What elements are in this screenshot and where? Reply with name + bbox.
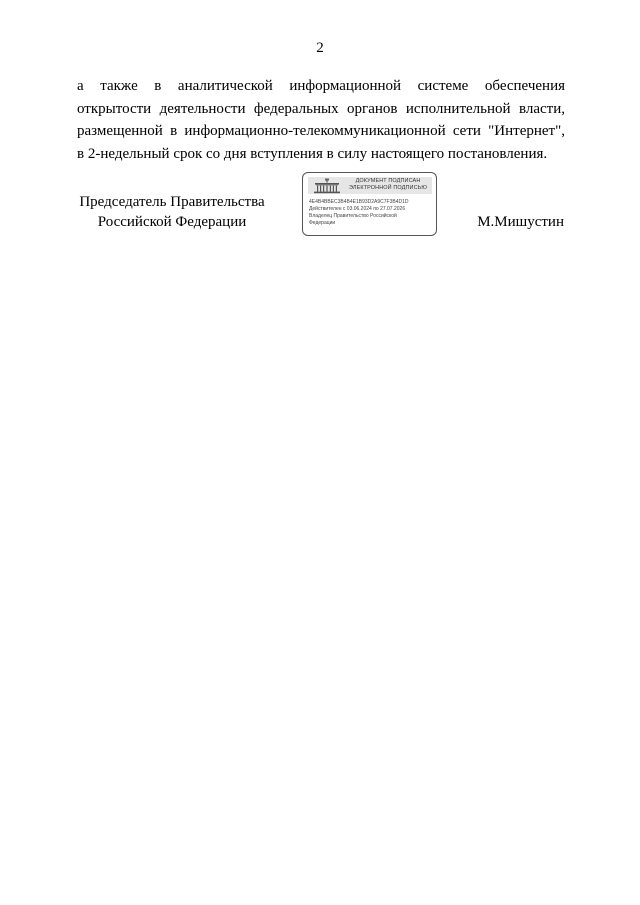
- stamp-title-line: ДОКУМЕНТ ПОДПИСАН: [355, 178, 421, 184]
- body-line: открытости деятельности федеральных органов исполнительной власти,: [77, 100, 565, 117]
- stamp-validity: Действителен с 03.06.2024 по 27.07.2026: [309, 206, 406, 212]
- government-building-icon: [312, 178, 342, 194]
- body-paragraph: [77, 75, 565, 165]
- signer-position: [77, 192, 267, 232]
- stamp-title: [344, 178, 432, 192]
- stamp-certificate: 4E4B4BBEC3B4B4E1B93D2A9C7F3B4D1D: [309, 199, 409, 205]
- signer-position-line: Российской Федерации: [97, 214, 247, 230]
- body-line: в 2-недельный срок со дня вступления в силу настоящего постановления.: [77, 145, 548, 162]
- electronic-signature-stamp: [302, 172, 437, 236]
- body-line: а также в аналитической информационной системе обеспечения: [77, 78, 565, 94]
- signer-position-line: Председатель Правительства: [79, 194, 265, 210]
- stamp-owner: Федерации: [309, 220, 336, 226]
- stamp-details: [309, 199, 435, 227]
- signer-name: М.Мишустин: [477, 214, 564, 230]
- page-number: 2: [316, 40, 324, 56]
- body-line: размещенной в информационно-телекоммуникационной сети "Интернет",: [77, 123, 565, 139]
- stamp-header: [308, 177, 432, 194]
- stamp-title-line: ЭЛЕКТРОННОЙ ПОДПИСЬЮ: [348, 185, 428, 191]
- stamp-owner: Владелец Правительство Российской: [309, 213, 397, 219]
